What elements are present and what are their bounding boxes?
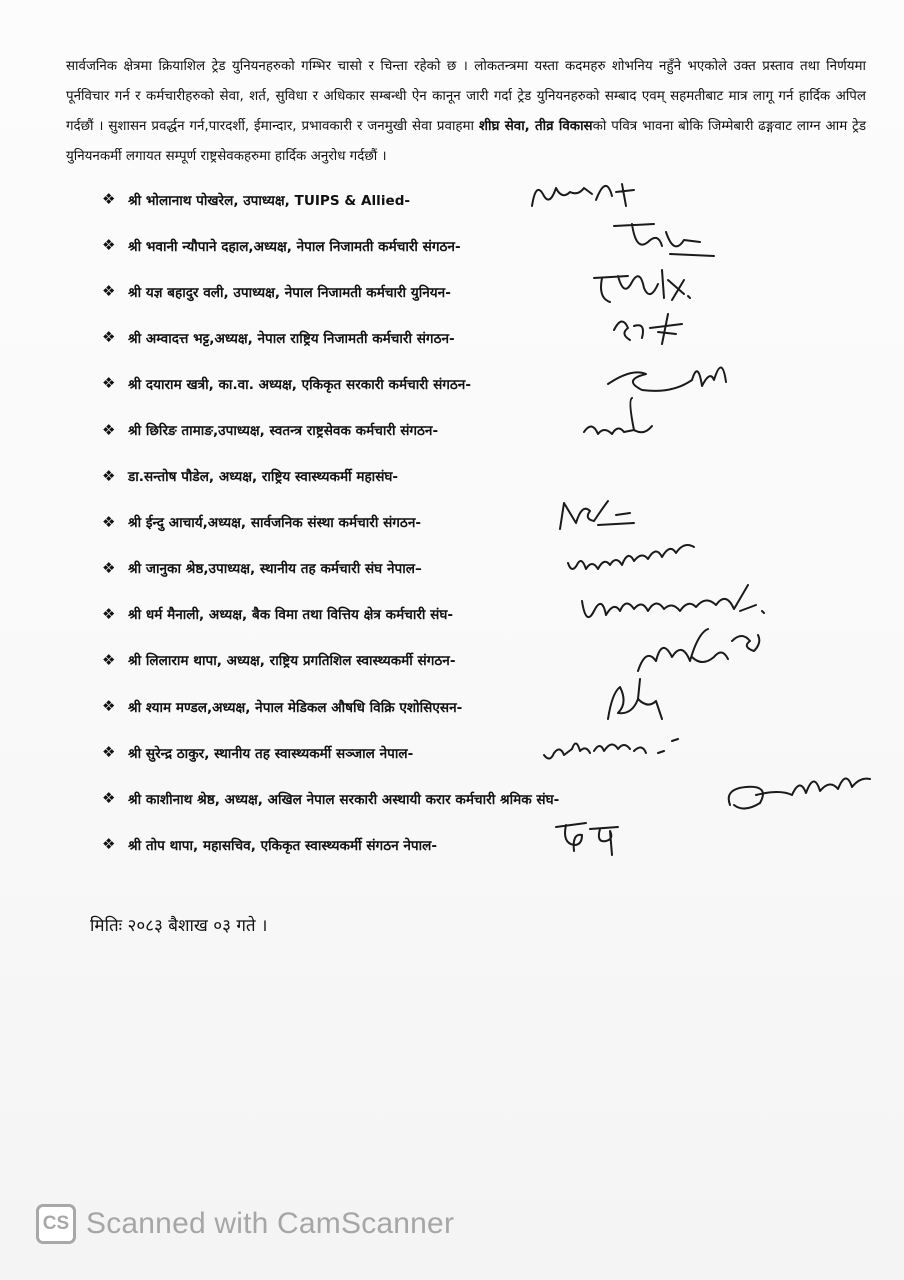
bullet-diamond-icon: ❖ [102,789,116,808]
signatory-text: श्री जानुका श्रेष्ठ,उपाध्यक्ष, स्थानीय तह कर्मचारी संघ नेपाल– [128,561,422,578]
signatory-text: श्री भोलानाथ पोखरेल, उपाध्यक्ष, TUIPS & Allied- [128,192,411,209]
signature-image [602,350,732,402]
signatory-text: श्री लिलाराम थापा, अध्यक्ष, राष्ट्रिय प्रगतिशिल स्वास्थ्यकर्मी संगठन- [128,653,456,670]
signature-image [610,304,690,356]
signatory-item [102,176,892,222]
signature-image [720,765,880,817]
signature-image [632,627,772,679]
bullet-diamond-icon: ❖ [102,835,116,854]
signatory-item [102,360,892,406]
signatory-text: श्री दयाराम खत्री, का.वा. अध्यक्ष, एकिकृत सरकारी कर्मचारी संगठन- [128,376,471,393]
bullet-diamond-icon: ❖ [102,697,116,716]
bullet-diamond-icon: ❖ [102,190,116,209]
signature-image [610,212,720,264]
intro-text-b: को पवित्र भावना बोकि जिम्मेबारी ढङ्गवाट लाग्न आम ट्रेड युनियनकर्मी लगायत सम्पूर्ण राष्ट्रसेवकहरुमा हार्दिक अनुरोध गर्दछौं । [66,119,867,164]
signature-image [554,489,644,541]
bullet-diamond-icon: ❖ [102,512,116,531]
signatory-item [102,499,892,545]
signatory-item [102,775,892,821]
signatory-item [102,453,892,499]
signatory-text: श्री छिरिङ तामाङ,उपाध्यक्ष, स्वतन्त्र राष्ट्रसेवक कर्मचारी संगठन- [128,423,439,440]
signatory-item [102,683,892,729]
signatory-item [102,591,892,637]
bullet-diamond-icon: ❖ [102,604,116,623]
signatory-item [102,222,892,268]
signatory-text: श्री अम्वादत्त भट्ट,अध्यक्ष, नेपाल राष्ट्रिय निजामती कर्मचारी संगठन- [128,330,455,347]
intro-paragraph [66,52,866,172]
bullet-diamond-icon: ❖ [102,420,116,439]
bullet-diamond-icon: ❖ [102,466,116,485]
signatory-text: श्री सुरेन्द्र ठाकुर, स्थानीय तह स्वास्थ्यकर्मी सञ्जाल नेपाल- [128,745,414,762]
signatory-text: श्री धर्म मैनाली, अध्यक्ष, बैक विमा तथा वित्तिय क्षेत्र कर्मचारी संघ- [128,607,454,624]
bullet-diamond-icon: ❖ [102,374,116,393]
signatory-item [102,268,892,314]
signatory-text: श्री काशीनाथ श्रेष्ठ, अध्यक्ष, अखिल नेपाल सरकारी अस्थायी करार कर्मचारी श्रमिक संघ- [128,791,560,808]
signature-image [578,396,658,448]
signatory-text: श्री ईन्दु आचार्य,अध्यक्ष, सार्वजनिक संस्था कर्मचारी संगठन- [128,515,422,532]
bullet-diamond-icon: ❖ [102,236,116,255]
signatory-list [102,176,892,867]
signature-image [598,673,668,725]
signature-image [588,258,698,310]
signatory-text: श्री भवानी न्यौपाने दहाल,अध्यक्ष, नेपाल निजामती कर्मचारी संगठन- [128,238,461,255]
signatory-item [102,821,892,867]
signature-image [522,166,642,218]
camscanner-watermark [36,1204,454,1244]
bullet-diamond-icon: ❖ [102,328,116,347]
signature-image [552,811,622,863]
bullet-diamond-icon: ❖ [102,650,116,669]
bullet-diamond-icon: ❖ [102,558,116,577]
signatory-text: श्री श्याम मण्डल,अध्यक्ष, नेपाल मेडिकल औषधि विक्रि एशोसिएसन- [128,699,463,716]
camscanner-text: Scanned with CamScanner [86,1207,455,1240]
bullet-diamond-icon: ❖ [102,282,116,301]
intro-bold-phrase: शीघ्र सेवा, तीव्र विकास [478,119,593,134]
camscanner-logo-icon: CS [36,1204,76,1244]
signatory-item [102,406,892,452]
signatory-item [102,637,892,683]
signature-image [564,535,704,587]
bullet-diamond-icon: ❖ [102,743,116,762]
intro-text-a: सार्वजनिक क्षेत्रमा क्रियाशिल ट्रेड युनियनहरुको गम्भिर चासो र चिन्ता रहेको छ । लोकतन्त्रमा यस्ता कदमहरु शोभनिय नहुँने भएकोले उक्त प्रस्ताव तथा निर्णयमा पूर्नविचार गर्न र कर्मचारीहरुको सेवा, शर्त, सुविधा र अधिकार सम्बन्धी ऐन कानून जारी गर्दा ट्रेड युनियनहरुको सम्बाद एवम् सहमतीबाट मात्र लागू गर्न हार्दिक अपिल गर्दछौं । सुशासन प्रवर्द्धन गर्न,पारदर्शी, ईमान्दार, प्रभावकारी र जनमुखी सेवा प्रवाहमा [66,59,866,134]
signatory-item [102,314,892,360]
signature-image [538,719,688,771]
signatory-text: श्री यज्ञ बहादुर वली, उपाध्यक्ष, नेपाल निजामती कर्मचारी युनियन- [128,284,451,301]
signature-image [576,581,776,633]
signatory-text: डा.सन्तोष पौडेल, अध्यक्ष, राष्ट्रिय स्वास्थ्यकर्मी महासंघ- [128,469,399,486]
document-date: मितिः २०८३ बैशाख ०३ गते । [90,916,268,936]
signatory-text: श्री तोप थापा, महासचिव, एकिकृत स्वास्थ्यकर्मी संगठन नेपाल- [128,837,438,854]
